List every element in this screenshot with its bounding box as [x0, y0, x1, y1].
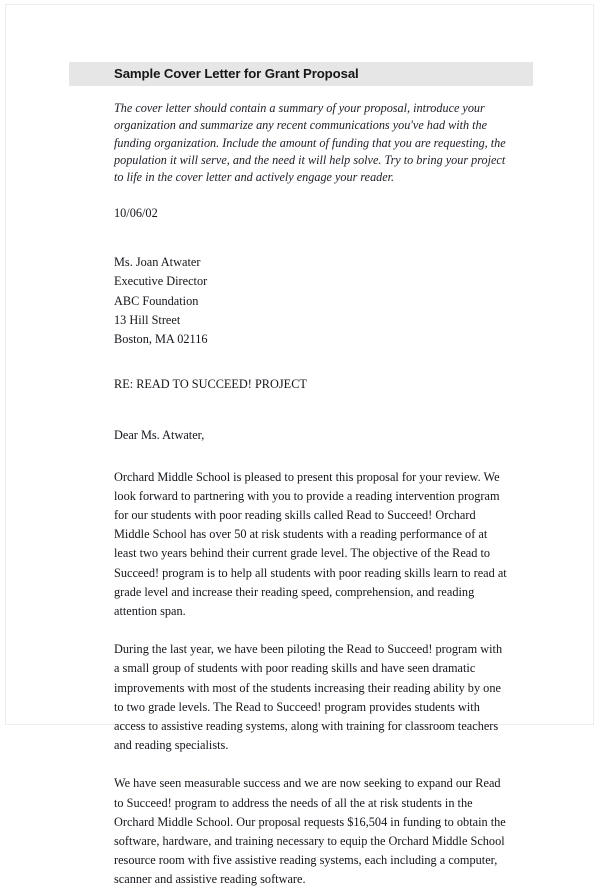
recipient-title: Executive Director: [114, 274, 208, 289]
letter-salutation: Dear Ms. Atwater,: [114, 428, 205, 443]
recipient-address-block: [114, 253, 510, 349]
letter-body: [114, 204, 510, 890]
document-page: [5, 4, 594, 887]
recipient-city-state-zip: Boston, MA 02116: [114, 332, 208, 347]
letter-subject-line: RE: READ TO SUCCEED! PROJECT: [114, 377, 307, 392]
letter-paragraph: During the last year, we have been piloting the Read to Succeed! program with a small group of students with poor reading skills and have seen dramatic improvements with most of the students increasing their reading ability by one to two grade levels. The Read to Succeed! program provides students with access to assistive reading systems, along with training for classroom teachers and reading specialists.: [114, 642, 503, 753]
recipient-street: 13 Hill Street: [114, 312, 181, 327]
document-title-banner: [69, 62, 533, 86]
letter-date: 10/06/02: [114, 206, 158, 220]
page-title: Sample Cover Letter for Grant Proposal: [114, 66, 359, 81]
letter-paragraph: Orchard Middle School is pleased to present this proposal for your review. We look forward to partnering with you to provide a reading intervention program for our students with poor reading skills called Read to Succeed! Orchard Middle School has over 50 at risk students with a reading performance of at least two years behind their current grade level. The objective of the Read to Succeed! program is to help all students with poor reading skills learn to read at grade level and increase their reading speed, comprehension, and reading attention span.: [114, 469, 507, 619]
letter-paragraph: We have seen measurable success and we are now seeking to expand our Read to Succeed! program to address the needs of all the at risk students in the Orchard Middle School. Our proposal requests $16,504 in funding to obtain the software, hardware, and training necessary to equip the Orchard Middle School resource room with five assistive reading systems, each including a computer, scanner and assistive reading software.: [114, 776, 506, 887]
intro-instructional-note: The cover letter should contain a summary of your proposal, introduce your organization and summarize any recent communications you've had with the funding organization. Include the amount of funding that you are requesting, the population it will serve, and the need it will help solve. Try to bring your project to life in the cover letter and actively engage your reader.: [114, 101, 506, 185]
recipient-name: Ms. Joan Atwater: [114, 255, 201, 270]
recipient-organization: ABC Foundation: [114, 293, 199, 308]
